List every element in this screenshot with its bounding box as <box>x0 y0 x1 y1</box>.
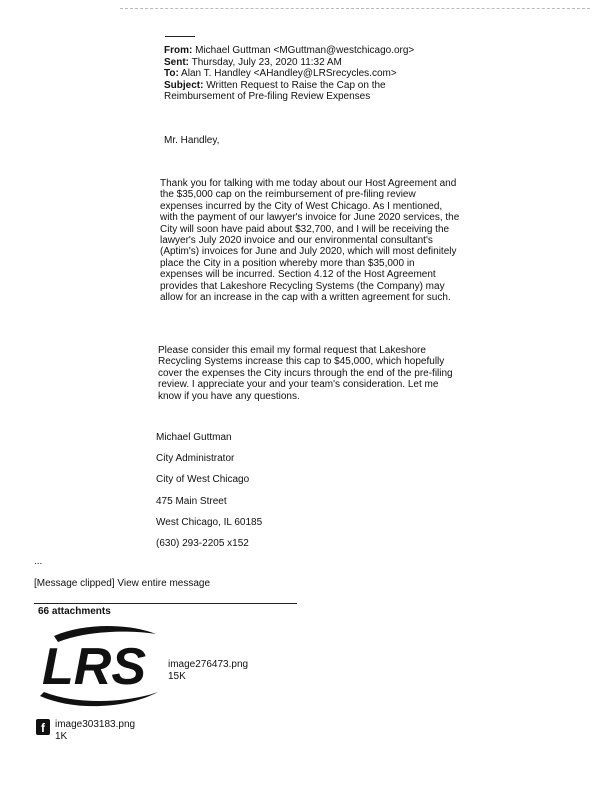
to-value: Alan T. Handley <AHandley@LRSrecycles.com> <box>181 68 397 79</box>
from-row <box>164 45 414 57</box>
sent-row <box>164 57 414 69</box>
salutation: Mr. Handley, <box>164 135 220 146</box>
body-paragraph-1: Thank you for talking with me today about our Host Agreement and the $35,000 cap on the reimbursement of pre-filing review expenses incurred by the City of West Chicago. As I mentioned, with the payment of our lawyer's invoice for June 2020 services, the City will soon have paid about $32,700, and I will be receiving the lawyer's July 2020 invoice and our environmental consultant's (Aptim's) invoices for June and July 2020, which will most definitely place the City in a position whereby more than $35,000 in expenses will be incurred. Section 4.12 of the Host Agreement provides that Lakeshore Recycling Systems (the Company) may allow for an increase in the cap with a written agreement for such. <box>160 178 460 304</box>
sent-label: Sent: <box>164 56 189 68</box>
message-clipped-text: [Message clipped] <box>34 578 115 589</box>
view-entire-message-link[interactable]: View entire message <box>117 578 211 589</box>
body-paragraph-2: Please consider this email my formal request that Lakeshore Recycling Systems increase this cap to $45,000, which hopefully cover the expenses the City incurs through the end of the pre-filing review. I appreciate your and your team's consideration. Let me know if you have any questions. <box>158 345 453 402</box>
lrs-logo-attachment[interactable] <box>36 622 162 714</box>
attachment-2-size: 1K <box>55 731 68 742</box>
from-value: Michael Guttman <MGuttman@westchicago.org> <box>195 45 415 56</box>
subject-row-continued <box>164 91 414 103</box>
signature-name: Michael Guttman <box>156 432 232 443</box>
header-divider <box>165 36 195 37</box>
subject-row <box>164 80 414 92</box>
scan-top-edge <box>120 8 590 9</box>
attachments-count: 66 attachments <box>38 606 111 617</box>
subject-label: Subject: <box>164 79 204 91</box>
signature-address-2: West Chicago, IL 60185 <box>156 516 263 528</box>
sent-value: Thursday, July 23, 2020 11:32 AM <box>191 56 342 68</box>
email-header <box>164 45 414 103</box>
logo-text: LRS <box>42 638 146 696</box>
signature-org: City of West Chicago <box>156 474 250 486</box>
signature-block <box>156 432 262 559</box>
signature-title: City Administrator <box>156 453 235 465</box>
attachment-2-filename[interactable]: image303183.png <box>55 719 136 730</box>
signature-phone: (630) 293-2205 x152 <box>156 537 249 549</box>
facebook-icon[interactable]: f <box>36 719 50 735</box>
subject-line-1: Written Request to Raise the Cap on the <box>206 79 386 91</box>
message-clipped-notice <box>34 578 210 589</box>
from-label: From: <box>164 45 193 56</box>
subject-line-2: Reimbursement of Pre-filing Review Expenses <box>164 91 371 102</box>
signature-address-1: 475 Main Street <box>156 495 227 507</box>
to-label: To: <box>164 68 179 79</box>
attachments-divider <box>34 603 297 604</box>
attachment-1-filename[interactable]: image276473.png <box>168 659 249 670</box>
attachment-1-size: 15K <box>168 671 186 682</box>
to-row <box>164 68 414 80</box>
trimmed-content-ellipsis: ... <box>34 556 43 567</box>
